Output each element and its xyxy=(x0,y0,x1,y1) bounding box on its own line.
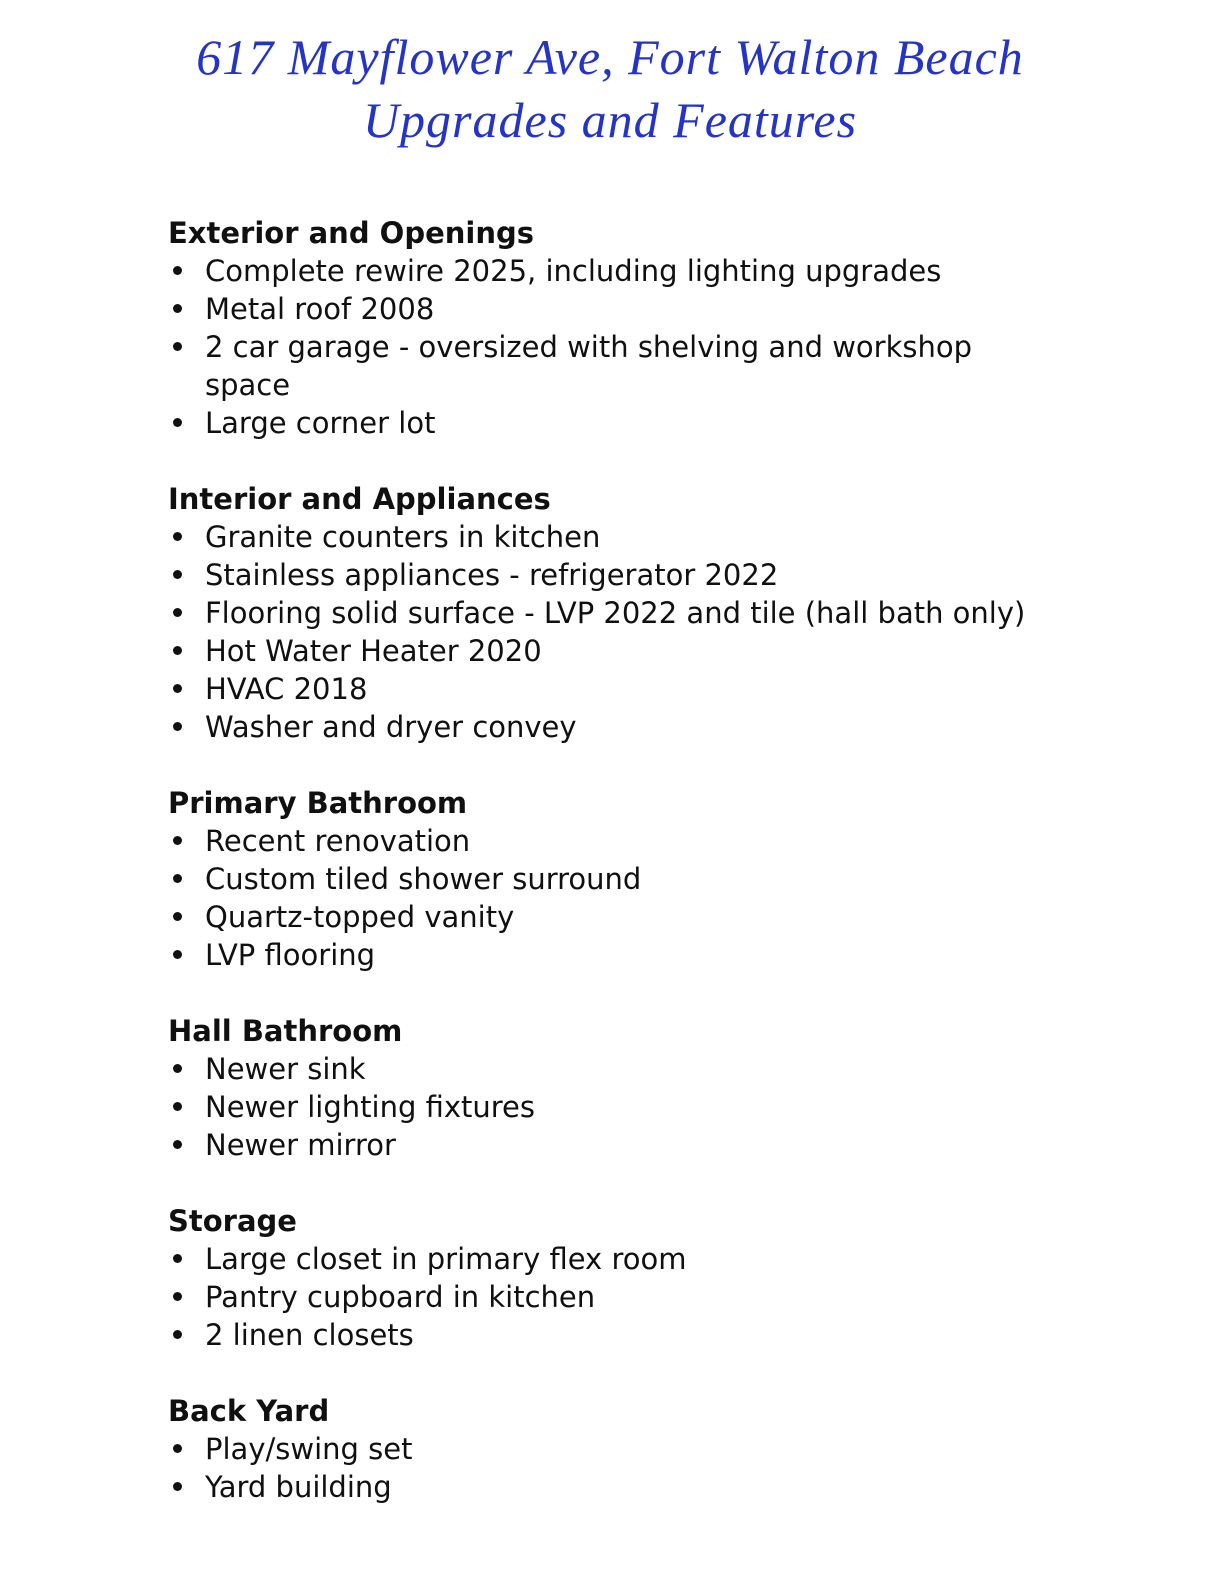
bullet-icon xyxy=(173,1330,182,1339)
feature-list xyxy=(168,1240,1115,1354)
list-item xyxy=(168,290,1115,328)
list-item-text: LVP flooring xyxy=(205,938,376,972)
list-item-text: 2 car garage - oversized with shelving and workshop xyxy=(205,330,973,364)
bullet-icon xyxy=(173,1444,182,1453)
section-exterior-and-openings xyxy=(168,214,1115,442)
list-item xyxy=(168,594,1115,632)
list-item-text: Quartz-topped vanity xyxy=(205,900,515,934)
bullet-icon xyxy=(173,1140,182,1149)
section-storage xyxy=(168,1202,1115,1354)
list-item xyxy=(168,936,1115,974)
list-item xyxy=(168,252,1115,290)
list-item-text: Hot Water Heater 2020 xyxy=(205,634,542,668)
list-item-text: Play/swing set xyxy=(205,1432,413,1466)
list-item-text: Pantry cupboard in kitchen xyxy=(205,1280,596,1314)
bullet-icon xyxy=(173,570,182,579)
feature-list xyxy=(168,518,1115,746)
list-item-text: Washer and dryer convey xyxy=(205,710,577,744)
list-item xyxy=(168,708,1115,746)
bullet-icon xyxy=(173,532,182,541)
bullet-icon xyxy=(173,836,182,845)
bullet-icon xyxy=(173,912,182,921)
list-item-text: Granite counters in kitchen xyxy=(205,520,601,554)
list-item-text: Custom tiled shower surround xyxy=(205,862,642,896)
title-line-1: 617 Mayflower Ave, Fort Walton Beach xyxy=(196,29,1024,85)
list-item-text: Stainless appliances - refrigerator 2022 xyxy=(205,558,779,592)
list-item xyxy=(168,1468,1115,1506)
document-body xyxy=(168,214,1115,1506)
bullet-icon xyxy=(173,304,182,313)
list-item-text: Newer lighting fixtures xyxy=(205,1090,535,1124)
list-item xyxy=(168,860,1115,898)
feature-list xyxy=(168,1430,1115,1506)
list-item-text: Metal roof 2008 xyxy=(205,292,435,326)
list-item-text: Recent renovation xyxy=(205,824,471,858)
list-item-text: Large corner lot xyxy=(205,406,436,440)
section-heading: Exterior and Openings xyxy=(168,216,535,250)
bullet-icon xyxy=(173,646,182,655)
feature-list xyxy=(168,1050,1115,1164)
bullet-icon xyxy=(173,684,182,693)
list-item-text: Newer mirror xyxy=(205,1128,396,1162)
bullet-icon xyxy=(173,1064,182,1073)
title-line-2: Upgrades and Features xyxy=(362,92,858,148)
list-item xyxy=(168,1050,1115,1088)
bullet-icon xyxy=(173,608,182,617)
list-item-text: Newer sink xyxy=(205,1052,366,1086)
list-item-text: Complete rewire 2025, including lighting upgrades xyxy=(205,254,942,288)
bullet-icon xyxy=(173,266,182,275)
list-item xyxy=(168,518,1115,556)
document-title xyxy=(0,0,1220,152)
list-item xyxy=(168,1240,1115,1278)
list-item-text: Yard building xyxy=(205,1470,392,1504)
section-primary-bathroom xyxy=(168,784,1115,974)
list-item xyxy=(168,1430,1115,1468)
list-item xyxy=(168,1278,1115,1316)
bullet-icon xyxy=(173,342,182,351)
bullet-icon xyxy=(173,722,182,731)
list-item xyxy=(168,1316,1115,1354)
section-interior-and-appliances xyxy=(168,480,1115,746)
bullet-icon xyxy=(173,1482,182,1491)
list-item-text-wrap: space xyxy=(205,368,291,402)
list-item-text: HVAC 2018 xyxy=(205,672,368,706)
list-item-text: 2 linen closets xyxy=(205,1318,414,1352)
section-heading: Hall Bathroom xyxy=(168,1014,403,1048)
list-item xyxy=(168,898,1115,936)
list-item xyxy=(168,1126,1115,1164)
section-hall-bathroom xyxy=(168,1012,1115,1164)
bullet-icon xyxy=(173,1102,182,1111)
list-item xyxy=(168,632,1115,670)
list-item-text: Large closet in primary flex room xyxy=(205,1242,687,1276)
section-heading: Primary Bathroom xyxy=(168,786,468,820)
section-back-yard xyxy=(168,1392,1115,1506)
list-item xyxy=(168,670,1115,708)
section-heading: Storage xyxy=(168,1204,297,1238)
section-heading: Back Yard xyxy=(168,1394,330,1428)
bullet-icon xyxy=(173,950,182,959)
section-heading: Interior and Appliances xyxy=(168,482,551,516)
list-item xyxy=(168,1088,1115,1126)
feature-list xyxy=(168,822,1115,974)
bullet-icon xyxy=(173,1292,182,1301)
list-item xyxy=(168,556,1115,594)
list-item xyxy=(168,404,1115,442)
feature-list xyxy=(168,252,1115,442)
bullet-icon xyxy=(173,874,182,883)
bullet-icon xyxy=(173,418,182,427)
list-item xyxy=(168,822,1115,860)
list-item-text: Flooring solid surface - LVP 2022 and tile (hall bath only) xyxy=(205,596,1026,630)
list-item xyxy=(168,328,1115,404)
bullet-icon xyxy=(173,1254,182,1263)
